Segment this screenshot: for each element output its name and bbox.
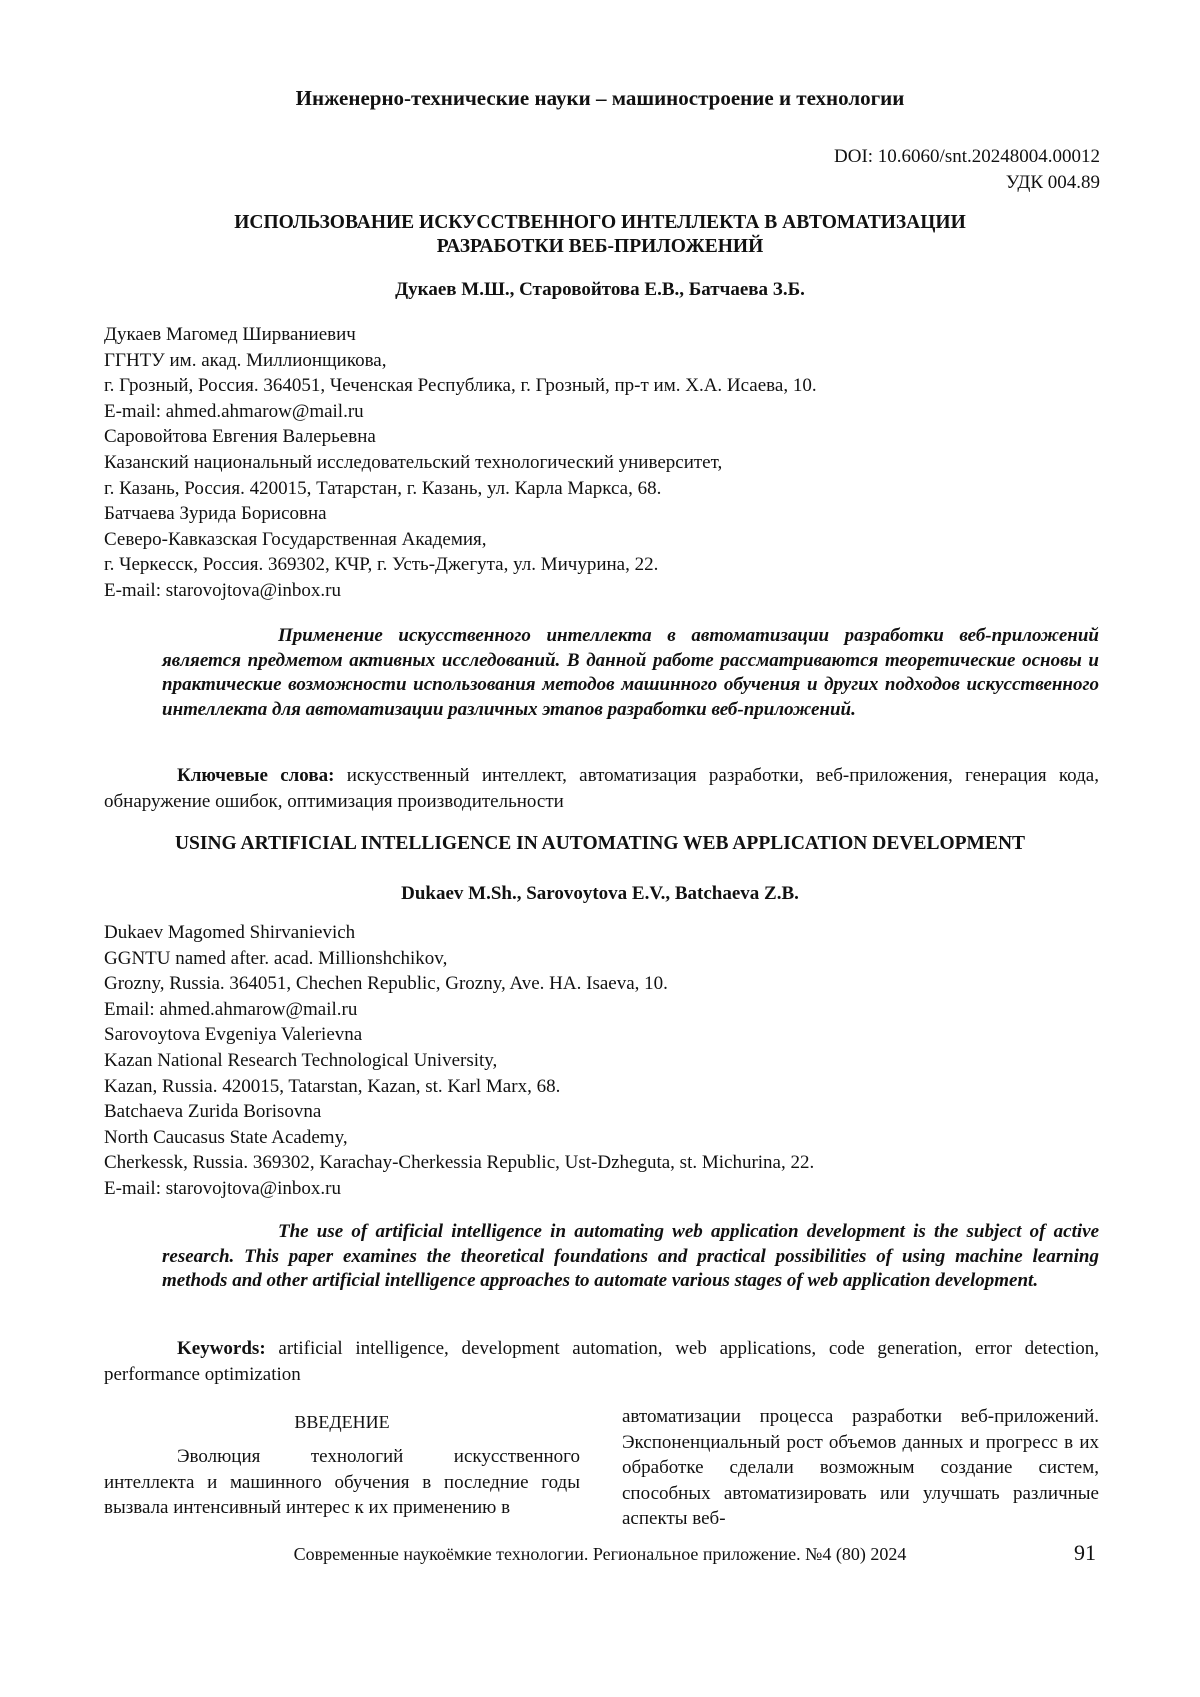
email-line: Email: ahmed.ahmarow@mail.ru: [104, 998, 358, 1020]
body-column-left: [104, 1404, 580, 1521]
page-number: 91: [1074, 1540, 1096, 1565]
article-title-ru: [100, 211, 1100, 259]
affiliation-line: ГГНТУ им. акад. Миллионщикова,: [104, 349, 387, 371]
affiliation-line: г. Казань, Россия. 420015, Татарстан, г. Казань, ул. Карла Маркса, 68.: [104, 477, 662, 499]
affiliation-line: Северо-Кавказская Государственная Академия,: [104, 528, 487, 550]
keywords-ru-paragraph: [104, 763, 1099, 815]
article-title-en: USING ARTIFICIAL INTELLIGENCE IN AUTOMATING WEB APPLICATION DEVELOPMENT: [174, 833, 1026, 854]
intro-paragraph-right: автоматизации процесса разработки веб-приложений. Экспоненциальный рост объемов данных и прогресс в их обработке сделали возможным создание систем, способных автоматизировать или улучшать различные аспекты веб-: [622, 1406, 1099, 1530]
keywords-en-paragraph: [104, 1336, 1099, 1388]
abstract-ru-text: Применение искусственного интеллекта в автоматизации разработки веб-приложений является предметом активных исследований. В данной работе рассматриваются теоретические основы и практические возможности использования методов машинного обучения и других подходов искусственного интеллекта для автоматизации различных этапов разработки веб-приложений.: [162, 625, 1099, 720]
affiliation-line: Kazan National Research Technological University,: [104, 1049, 498, 1071]
journal-section-title: Инженерно-технические науки – машиностроение и технологии: [295, 86, 905, 110]
keywords-ru-text: искусственный интеллект, автоматизация разработки, веб-приложения, генерация кода, обнаружение ошибок, оптимизация производительности: [104, 765, 1099, 812]
affiliation-line: Батчаева Зурида Борисовна: [104, 503, 327, 525]
udk-line: УДК 004.89: [1005, 172, 1100, 193]
affiliation-line: Dukaev Magomed Shirvanievich: [104, 922, 356, 943]
authors-en: Dukaev M.Sh., Sarovoytova E.V., Batchaeva Z.B.: [401, 883, 799, 904]
email-line: E-mail: starovojtova@inbox.ru: [104, 579, 342, 601]
email-line: E-mail: ahmed.ahmarow@mail.ru: [104, 400, 364, 422]
keywords-en: [104, 1336, 1099, 1388]
keywords-ru: [104, 763, 1099, 815]
affiliation-line: GGNTU named after. acad. Millionshchikov,: [104, 947, 448, 969]
intro-paragraph-left: Эволюция технологий искусственного интеллекта и машинного обучения в последние годы вызвала интенсивный интерес к их применению в: [104, 1446, 580, 1519]
body-column-right: [622, 1404, 1099, 1532]
affiliation-line: Казанский национальный исследовательский технологический университет,: [104, 451, 723, 473]
affiliation-line: Kazan, Russia. 420015, Tatarstan, Kazan, st. Karl Marx, 68.: [104, 1075, 561, 1097]
footer-journal-name: Современные наукоёмкие технологии. Региональное приложение. №4 (80) 2024: [293, 1544, 907, 1564]
affiliation-line: North Caucasus State Academy,: [104, 1126, 348, 1148]
email-line: E-mail: starovojtova@inbox.ru: [104, 1177, 342, 1199]
affiliation-line: г. Черкесск, Россия. 369302, КЧР, г. Усть-Джегута, ул. Мичурина, 22.: [104, 554, 659, 576]
affiliations-ru: [104, 322, 817, 604]
affiliation-line: Дукаев Магомед Ширваниевич: [104, 324, 356, 345]
title-ru-line: ИСПОЛЬЗОВАНИЕ ИСКУССТВЕННОГО ИНТЕЛЛЕКТА В АВТОМАТИЗАЦИИ: [234, 212, 966, 233]
abstract-en: [162, 1220, 1099, 1294]
keywords-en-label: Keywords:: [177, 1338, 266, 1359]
abstract-en-text: The use of artificial intelligence in automating web application development is the subject of active research. This paper examines the theoretical foundations and practical possibilities of using machine learning methods and other artificial intelligence approaches to automate various stages of web application development.: [162, 1221, 1099, 1291]
intro-heading: ВВЕДЕНИЕ: [294, 1412, 390, 1432]
affiliation-line: Batchaeva Zurida Borisovna: [104, 1101, 322, 1123]
doi-block: [834, 144, 1100, 196]
keywords-en-text: artificial intelligence, development automation, web applications, code generation, error detection, performance optimization: [104, 1338, 1099, 1385]
affiliation-line: Grozny, Russia. 364051, Chechen Republic, Grozny, Ave. HA. Isaeva, 10.: [104, 973, 668, 995]
affiliation-line: г. Грозный, Россия. 364051, Чеченская Республика, г. Грозный, пр-т им. Х.А. Исаева, 10.: [104, 375, 817, 397]
affiliation-line: Cherkessk, Russia. 369302, Karachay-Cherkessia Republic, Ust-Dzheguta, st. Michurina, 22.: [104, 1152, 815, 1174]
doi-line: DOI: 10.6060/snt.20248004.00012: [834, 146, 1100, 167]
affiliation-line: Sarovoytova Evgeniya Valerievna: [104, 1024, 363, 1046]
abstract-ru: [162, 624, 1099, 722]
affiliations-en: [104, 920, 814, 1202]
title-ru-line: РАЗРАБОТКИ ВЕБ-ПРИЛОЖЕНИЙ: [436, 236, 764, 257]
affiliation-line: Саровойтова Евгения Валерьевна: [104, 426, 376, 448]
keywords-ru-label: Ключевые слова:: [177, 765, 335, 786]
authors-ru: Дукаев М.Ш., Старовойтова Е.В., Батчаева З.Б.: [395, 279, 805, 300]
